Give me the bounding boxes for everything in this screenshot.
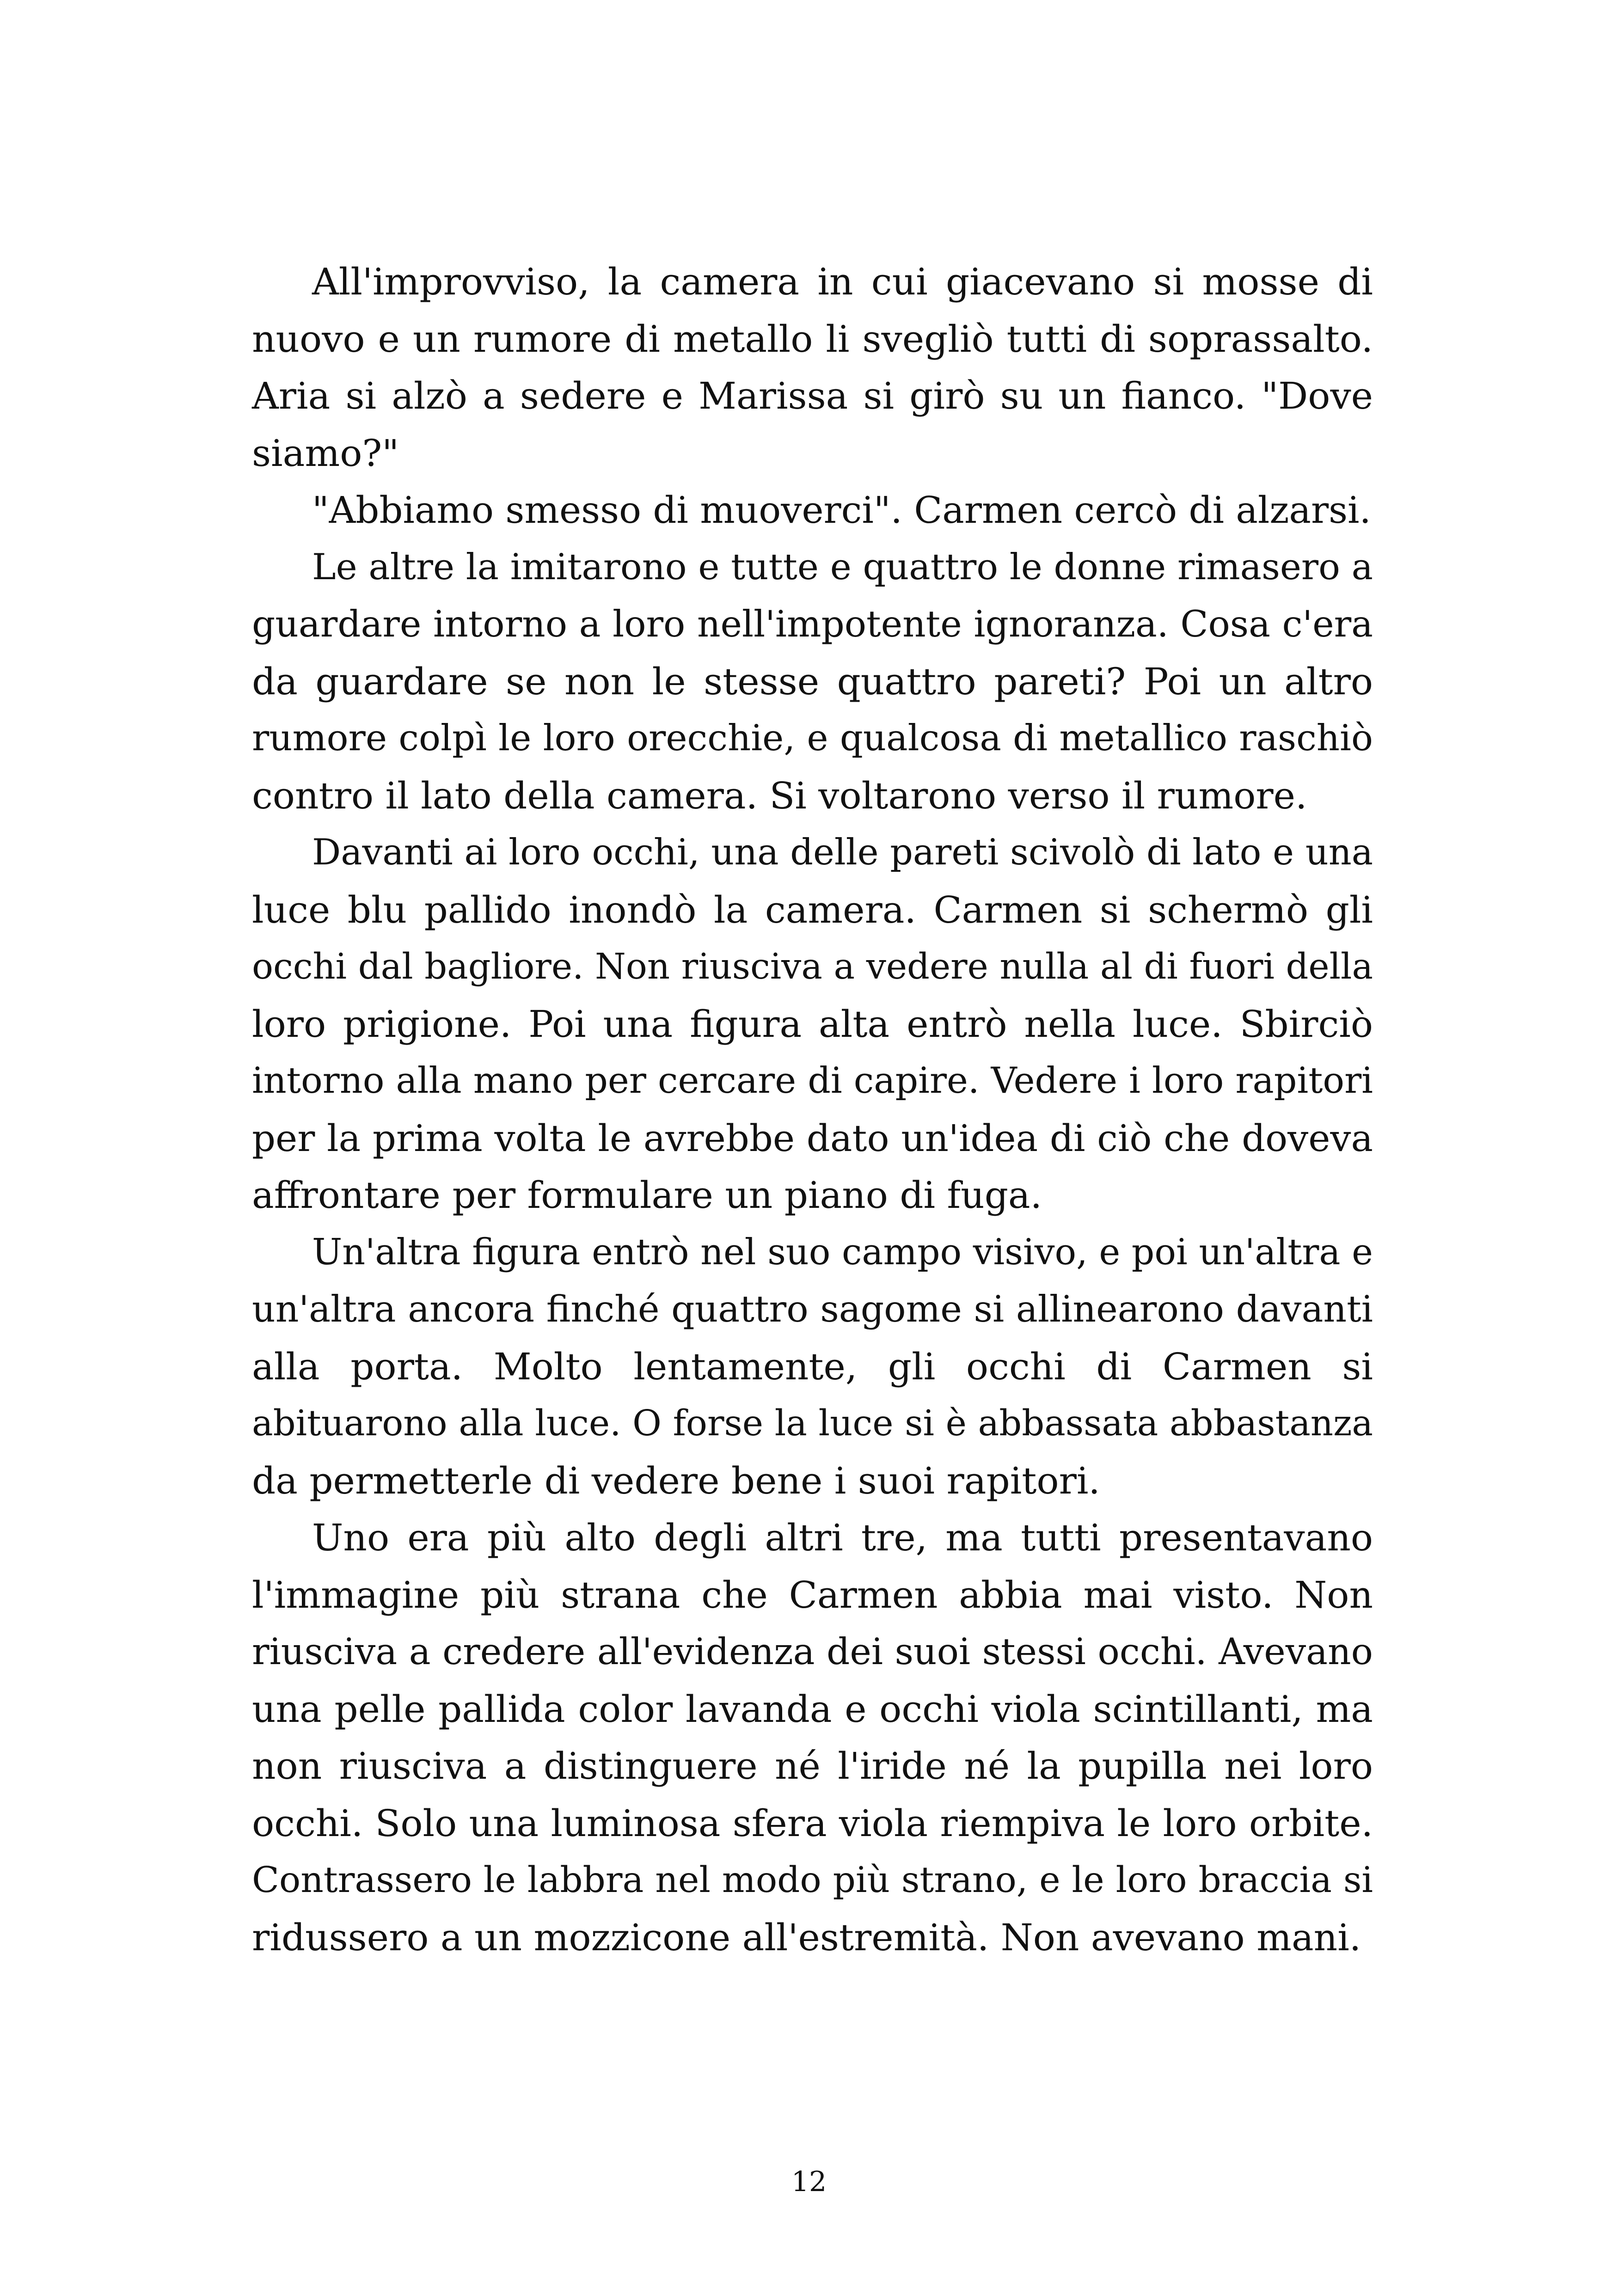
- text-line: guardare intorno a loro nell'impotente ignoranza. Cosa c'era: [252, 603, 1373, 645]
- text-line: loro prigione. Poi una figura alta entrò nella luce. Sbirciò: [252, 1002, 1373, 1046]
- text-line: siamo?": [252, 431, 399, 475]
- text-line: All'improvviso, la camera in cui giacevano si mosse di: [312, 260, 1373, 303]
- text-line: affrontare per formulare un piano di fuga.: [252, 1174, 1042, 1217]
- text-line: intorno alla mano per cercare di capire. Vedere i loro rapitori: [252, 1060, 1373, 1102]
- text-line: occhi. Solo una luminosa sfera viola riempiva le loro orbite.: [252, 1801, 1373, 1845]
- text-line: un'altra ancora finché quattro sagome si allinearono davanti: [252, 1288, 1373, 1330]
- text-line: Le altre la imitarono e tutte e quattro le donne rimasero a: [312, 546, 1373, 588]
- text-line: da guardare se non le stesse quattro pareti? Poi un altro: [252, 660, 1373, 703]
- text-line: riusciva a credere all'evidenza dei suoi stessi occhi. Avevano: [252, 1630, 1373, 1673]
- text-line: Contrassero le labbra nel modo più strano, e le loro braccia si: [252, 1860, 1373, 1901]
- text-line: l'immagine più strana che Carmen abbia mai visto. Non: [252, 1573, 1373, 1616]
- text-line: ridussero a un mozzicone all'estremità. Non avevano mani.: [252, 1916, 1361, 1959]
- text-line: Uno era più alto degli altri tre, ma tutti presentavano: [312, 1516, 1373, 1559]
- text-line: nuovo e un rumore di metallo li svegliò tutti di soprassalto.: [252, 317, 1373, 361]
- page-number: 12: [791, 2166, 827, 2198]
- text-line: rumore colpì le loro orecchie, e qualcosa di metallico raschiò: [252, 717, 1373, 759]
- text-line: Un'altra figura entrò nel suo campo visivo, e poi un'altra e: [312, 1231, 1373, 1273]
- text-line: da permetterle di vedere bene i suoi rapitori.: [252, 1459, 1100, 1502]
- text-line: Aria si alzò a sedere e Marissa si girò su un fianco. "Dove: [252, 374, 1373, 417]
- text-line: non riusciva a distinguere né l'iride né la pupilla nei loro: [252, 1745, 1373, 1788]
- body-text: [252, 253, 1373, 1966]
- text-line: occhi dal bagliore. Non riusciva a vedere nulla al di fuori della: [252, 946, 1373, 987]
- text-line: una pelle pallida color lavanda e occhi viola scintillanti, ma: [252, 1687, 1373, 1731]
- text-line: contro il lato della camera. Si voltarono verso il rumore.: [252, 774, 1307, 817]
- text-line: "Abbiamo smesso di muoverci". Carmen cercò di alzarsi.: [312, 489, 1371, 532]
- text-line: luce blu pallido inondò la camera. Carmen si schermò gli: [252, 888, 1373, 931]
- text-line: abituarono alla luce. O forse la luce si è abbassata abbastanza: [252, 1403, 1373, 1444]
- text-line: per la prima volta le avrebbe dato un'idea di ciò che doveva: [252, 1116, 1373, 1160]
- text-line: Davanti ai loro occhi, una delle pareti scivolò di lato e una: [312, 832, 1373, 873]
- text-line: alla porta. Molto lentamente, gli occhi di Carmen si: [252, 1345, 1373, 1388]
